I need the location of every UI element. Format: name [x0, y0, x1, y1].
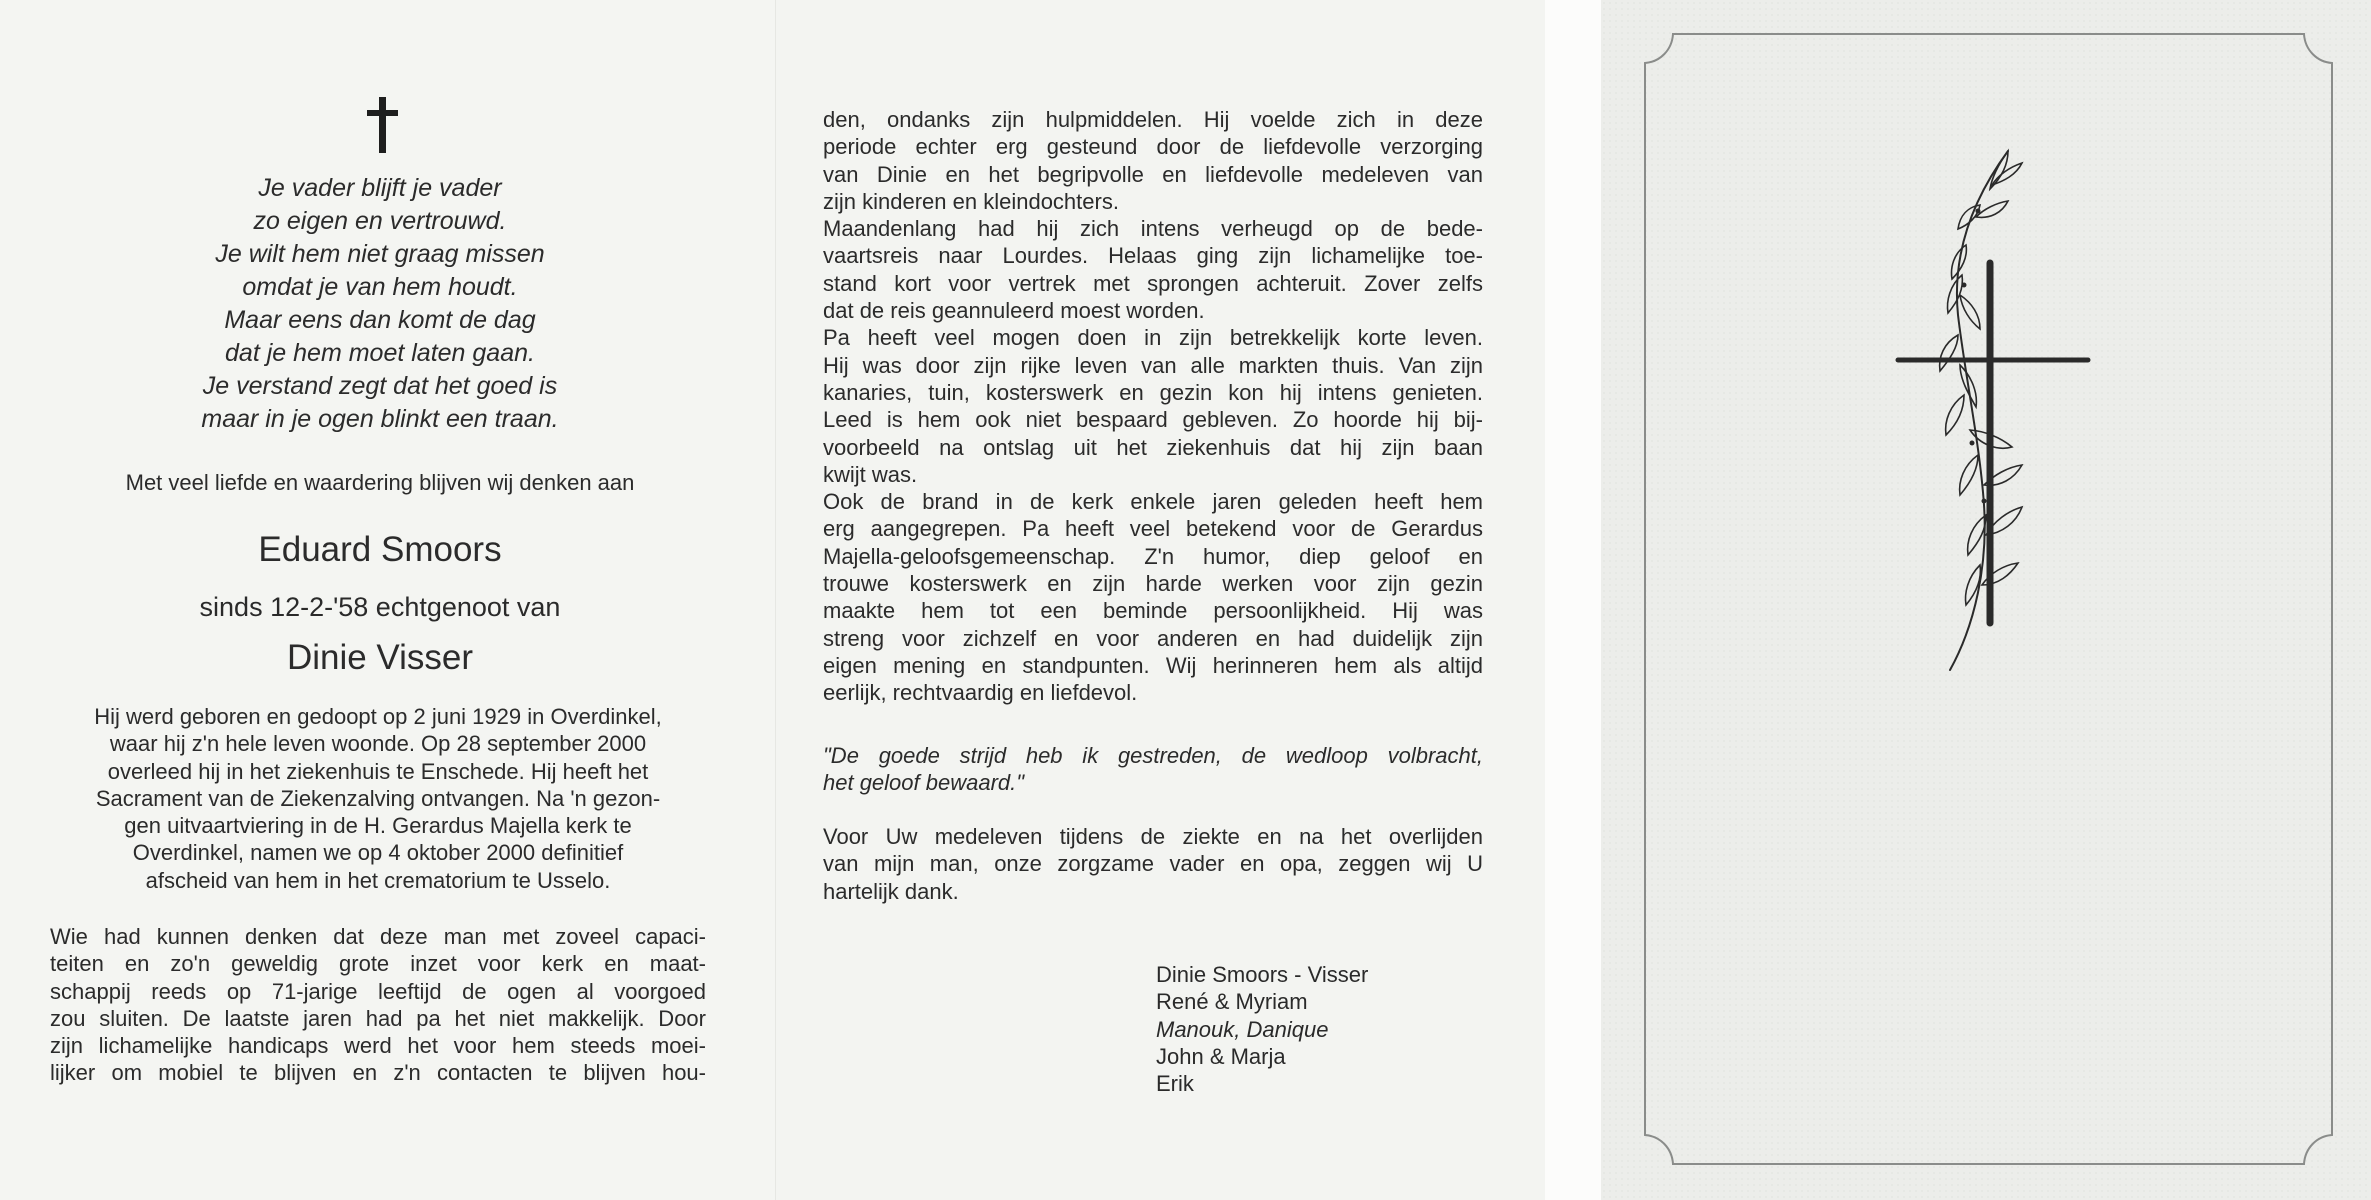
- bio-line: zijn lichamelijke handicaps werd het voor hem steeds moei-: [50, 1033, 706, 1059]
- story-line: kwijt was.: [823, 461, 918, 487]
- poem-line: omdat je van hem houdt.: [242, 273, 518, 301]
- signature-line: Manouk, Danique: [1156, 1016, 1329, 1042]
- story-line: maakte hem tot een beminde persoonlijkheid. Hij was: [823, 598, 1483, 624]
- signature-line: Dinie Smoors - Visser: [1156, 962, 1369, 987]
- story-line: dat de reis geannuleerd moest worden.: [823, 298, 1205, 324]
- story-line: streng voor zichzelf en voor anderen en had duidelijk zijn: [823, 625, 1483, 651]
- thanks-text: [823, 823, 1483, 905]
- story-line: vaartsreis naar Lourdes. Helaas ging zijn lichamelijke toe-: [823, 243, 1483, 269]
- story-line: Pa heeft veel mogen doen in zijn betrekkelijk korte leven.: [823, 325, 1483, 351]
- poem-line: Maar eens dan komt de dag: [224, 306, 536, 334]
- bio-line: Sacrament van de Ziekenzalving ontvangen. Na 'n gezon-: [95, 785, 661, 811]
- cross-icon: [363, 97, 403, 153]
- signature-line: Erik: [1156, 1071, 1194, 1097]
- bio-line: Hij werd geboren en gedoopt op 2 juni 1929 in Overdinkel,: [94, 704, 662, 729]
- signatures: [1156, 961, 1368, 1097]
- bio-line: Wie had kunnen denken dat deze man met zoveel capaci-: [50, 924, 706, 949]
- thanks-line: hartelijk dank.: [823, 878, 959, 904]
- bio-paragraph-2: [50, 923, 706, 1087]
- bio-line: overleed hij in het ziekenhuis te Enschede. Hij heeft het: [107, 758, 649, 784]
- story-line: eigen mening en standpunten. Wij herinneren hem als altijd: [823, 652, 1483, 678]
- story-line: Ook de brand in de kerk enkele jaren geleden heeft hem: [823, 489, 1483, 515]
- deceased-name: Eduard Smoors: [258, 530, 502, 569]
- bio-line: Overdinkel, namen we op 4 oktober 2000 definitief: [132, 840, 624, 866]
- cross-with-branch-icon: [1880, 145, 2120, 675]
- spouse-name: Dinie Visser: [286, 638, 474, 677]
- poem-line: maar in je ogen blinkt een traan.: [201, 405, 559, 433]
- story-line: erg aangegrepen. Pa heeft veel betekend voor de Gerardus: [823, 516, 1483, 542]
- poem: [0, 172, 760, 436]
- poem-line: zo eigen en vertrouwd.: [253, 207, 507, 235]
- signature-line: René & Myriam: [1156, 989, 1308, 1015]
- poem-line: Je vader blijft je vader: [258, 174, 502, 202]
- bio-line: afscheid van hem in het crematorium te Usselo.: [145, 867, 611, 893]
- story-line: Leed is hem ook niet bespaard gebleven. Zo hoorde hij bij-: [823, 407, 1483, 433]
- life-story: [823, 106, 1483, 707]
- bio-line: schappij reeds op 71-jarige leeftijd de ogen al voorgoed: [50, 978, 706, 1004]
- story-line: periode echter erg gesteund door de liefdevolle verzorging: [823, 134, 1483, 160]
- thanks-line: van mijn man, onze zorgzame vader en opa, zeggen wij U: [823, 851, 1483, 877]
- marriage-line: sinds 12-2-'58 echtgenoot van: [199, 592, 561, 622]
- story-line: stand kort voor vertrek met sprongen achteruit. Zover zelfs: [823, 270, 1483, 296]
- bio-line: waar hij z'n hele leven woonde. Op 28 september 2000: [109, 731, 647, 757]
- card-gap: [1545, 0, 1601, 1200]
- poem-line: dat je hem moet laten gaan.: [225, 339, 535, 367]
- story-line: kanaries, tuin, kosterswerk en gezin kon hij intens genieten.: [823, 379, 1483, 405]
- memory-line: Met veel liefde en waardering blijven wij denken aan: [125, 470, 635, 495]
- story-line: zijn kinderen en kleindochters.: [823, 188, 1119, 214]
- story-line: voorbeeld na ontslag uit het ziekenhuis dat hij zijn baan: [823, 434, 1483, 460]
- story-line: eerlijk, rechtvaardig en liefdevol.: [823, 680, 1138, 706]
- poem-line: Je verstand zegt dat het goed is: [202, 372, 558, 400]
- bio-line: gen uitvaartviering in de H. Gerardus Majella kerk te: [124, 813, 632, 839]
- story-line: van Dinie en het begripvolle en liefdevolle medeleven van: [823, 161, 1483, 187]
- story-line: den, ondanks zijn hulpmiddelen. Hij voelde zich in deze: [823, 107, 1483, 132]
- story-line: Hij was door zijn rijke leven van alle markten thuis. Van zijn: [823, 352, 1483, 378]
- quote: [823, 742, 1483, 797]
- bio-line: lijker om mobiel te blijven en z'n contacten te blijven hou-: [50, 1060, 706, 1086]
- bio-paragraph-1: [50, 703, 706, 894]
- bio-line: zou sluiten. De laatste jaren had pa het niet makkelijk. Door: [50, 1005, 706, 1031]
- poem-line: Je wilt hem niet graag missen: [215, 240, 545, 268]
- quote-line: het geloof bewaard.": [823, 770, 1025, 796]
- thanks-line: Voor Uw medeleven tijdens de ziekte en na het overlijden: [823, 824, 1483, 849]
- story-line: Maandenlang had hij zich intens verheugd op de bede-: [823, 216, 1483, 242]
- story-line: trouwe kosterswerk en zijn harde werken voor zijn gezin: [823, 571, 1483, 597]
- story-line: Majella-geloofsgemeenschap. Z'n humor, diep geloof en: [823, 543, 1483, 569]
- quote-line: "De goede strijd heb ik gestreden, de wedloop volbracht,: [823, 743, 1483, 768]
- bio-line: teiten en zo'n geweldig grote inzet voor kerk en maat-: [50, 951, 706, 977]
- signature-line: John & Marja: [1156, 1043, 1286, 1069]
